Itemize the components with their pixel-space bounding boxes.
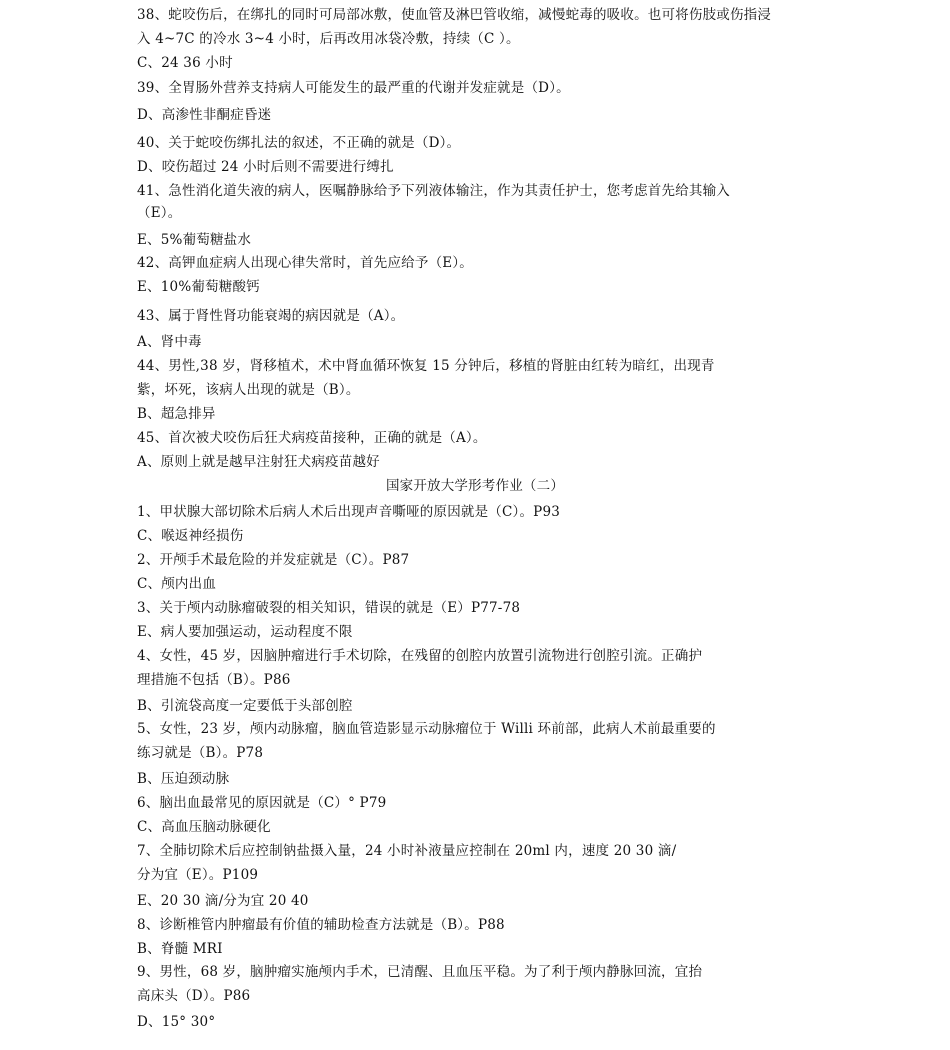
- question-line: 分为宜（E）。P109: [137, 867, 259, 883]
- question-line: （E）。: [137, 205, 182, 221]
- answer-line: D、咬伤超过 24 小时后则不需要进行缚扎: [137, 159, 394, 175]
- section-title: 国家开放大学形考作业（二）: [385, 478, 565, 494]
- question-line: 9、男性，68 岁，脑肿瘤实施颅内手术，已清醒、且血压平稳。为了利于颅内静脉回流，宜抬: [137, 964, 703, 980]
- question-line: 41、急性消化道失液的病人，医嘱静脉给予下列液体输注，作为其责任护士，您考虑首先给其输入: [137, 183, 730, 199]
- answer-line: B、脊髓 MRI: [137, 941, 223, 957]
- answer-line: E、20 30 滴/分为宜 20 40: [137, 893, 309, 909]
- question-line: 43、属于肾性肾功能衰竭的病因就是（A）。: [137, 308, 405, 324]
- answer-line: C、24 36 小时: [137, 55, 233, 71]
- text-line: 入 4~7C 的冷水 3~4 小时，后再改用冰袋冷敷，持续（C ）。: [137, 31, 520, 47]
- question-line: 5、女性，23 岁，颅内动脉瘤，脑血管造影显示动脉瘤位于 Willi 环前部，此病人术前最重要的: [137, 721, 716, 737]
- question-line: 4、女性，45 岁，因脑肿瘤进行手术切除，在残留的创腔内放置引流物进行创腔引流。正确护: [137, 648, 703, 664]
- question-line: 39、全胃肠外营养支持病人可能发生的最严重的代谢并发症就是（D）。: [137, 80, 570, 96]
- question-line: 理措施不包括（B）。P86: [137, 672, 291, 688]
- question-line: 45、首次被犬咬伤后狂犬病疫苗接种，正确的就是（A）。: [137, 430, 487, 446]
- question-line: 6、脑出血最常见的原因就是（C）° P79: [137, 795, 387, 811]
- answer-line: E、病人要加强运动，运动程度不限: [137, 624, 353, 640]
- question-line: 高床头（D）。P86: [137, 988, 251, 1004]
- question-line: 40、关于蛇咬伤绑扎法的叙述，不正确的就是（D）。: [137, 135, 461, 151]
- question-line: 42、高钾血症病人出现心律失常时，首先应给予（E）。: [137, 255, 473, 271]
- answer-line: B、压迫颈动脉: [137, 771, 230, 787]
- question-line: 3、关于颅内动脉瘤破裂的相关知识，错误的就是（E）P77-78: [137, 600, 521, 616]
- answer-line: E、10%葡萄糖酸钙: [137, 279, 260, 295]
- answer-line: A、肾中毒: [137, 334, 202, 350]
- question-line: 1、甲状腺大部切除术后病人术后出现声音嘶哑的原因就是（C）。P93: [137, 504, 561, 520]
- question-line: 紫，坏死，该病人出现的就是（B）。: [137, 382, 360, 398]
- question-line: 2、开颅手术最危险的并发症就是（C）。P87: [137, 552, 410, 568]
- answer-line: C、喉返神经损伤: [137, 528, 244, 544]
- answer-line: B、引流袋高度一定要低于头部创腔: [137, 698, 353, 714]
- question-line: 8、诊断椎管内肿瘤最有价值的辅助检查方法就是（B）。P88: [137, 917, 505, 933]
- answer-line: B、超急排异: [137, 406, 216, 422]
- answer-line: C、颅内出血: [137, 576, 217, 592]
- answer-line: C、高血压脑动脉硬化: [137, 819, 271, 835]
- text-line: 38、蛇咬伤后，在绑扎的同时可局部冰敷，使血管及淋巴管收缩，减慢蛇毒的吸收。也可将伤肢或伤指浸: [137, 7, 772, 23]
- answer-line: D、高渗性非酮症昏迷: [137, 107, 272, 123]
- question-line: 练习就是（B）。P78: [137, 745, 264, 761]
- question-line: 7、全肺切除术后应控制钠盐摄入量，24 小时补液量应控制在 20ml 内，速度 20 30 滴/: [137, 843, 677, 859]
- answer-line: D、15° 30°: [137, 1014, 216, 1030]
- answer-line: E、5%葡萄糖盐水: [137, 232, 252, 248]
- question-line: 44、男性,38 岁，肾移植术，术中肾血循环恢复 15 分钟后，移植的肾脏由红转为暗红，出现青: [137, 358, 715, 374]
- answer-line: A、原则上就是越早注射狂犬病疫苗越好: [137, 454, 380, 470]
